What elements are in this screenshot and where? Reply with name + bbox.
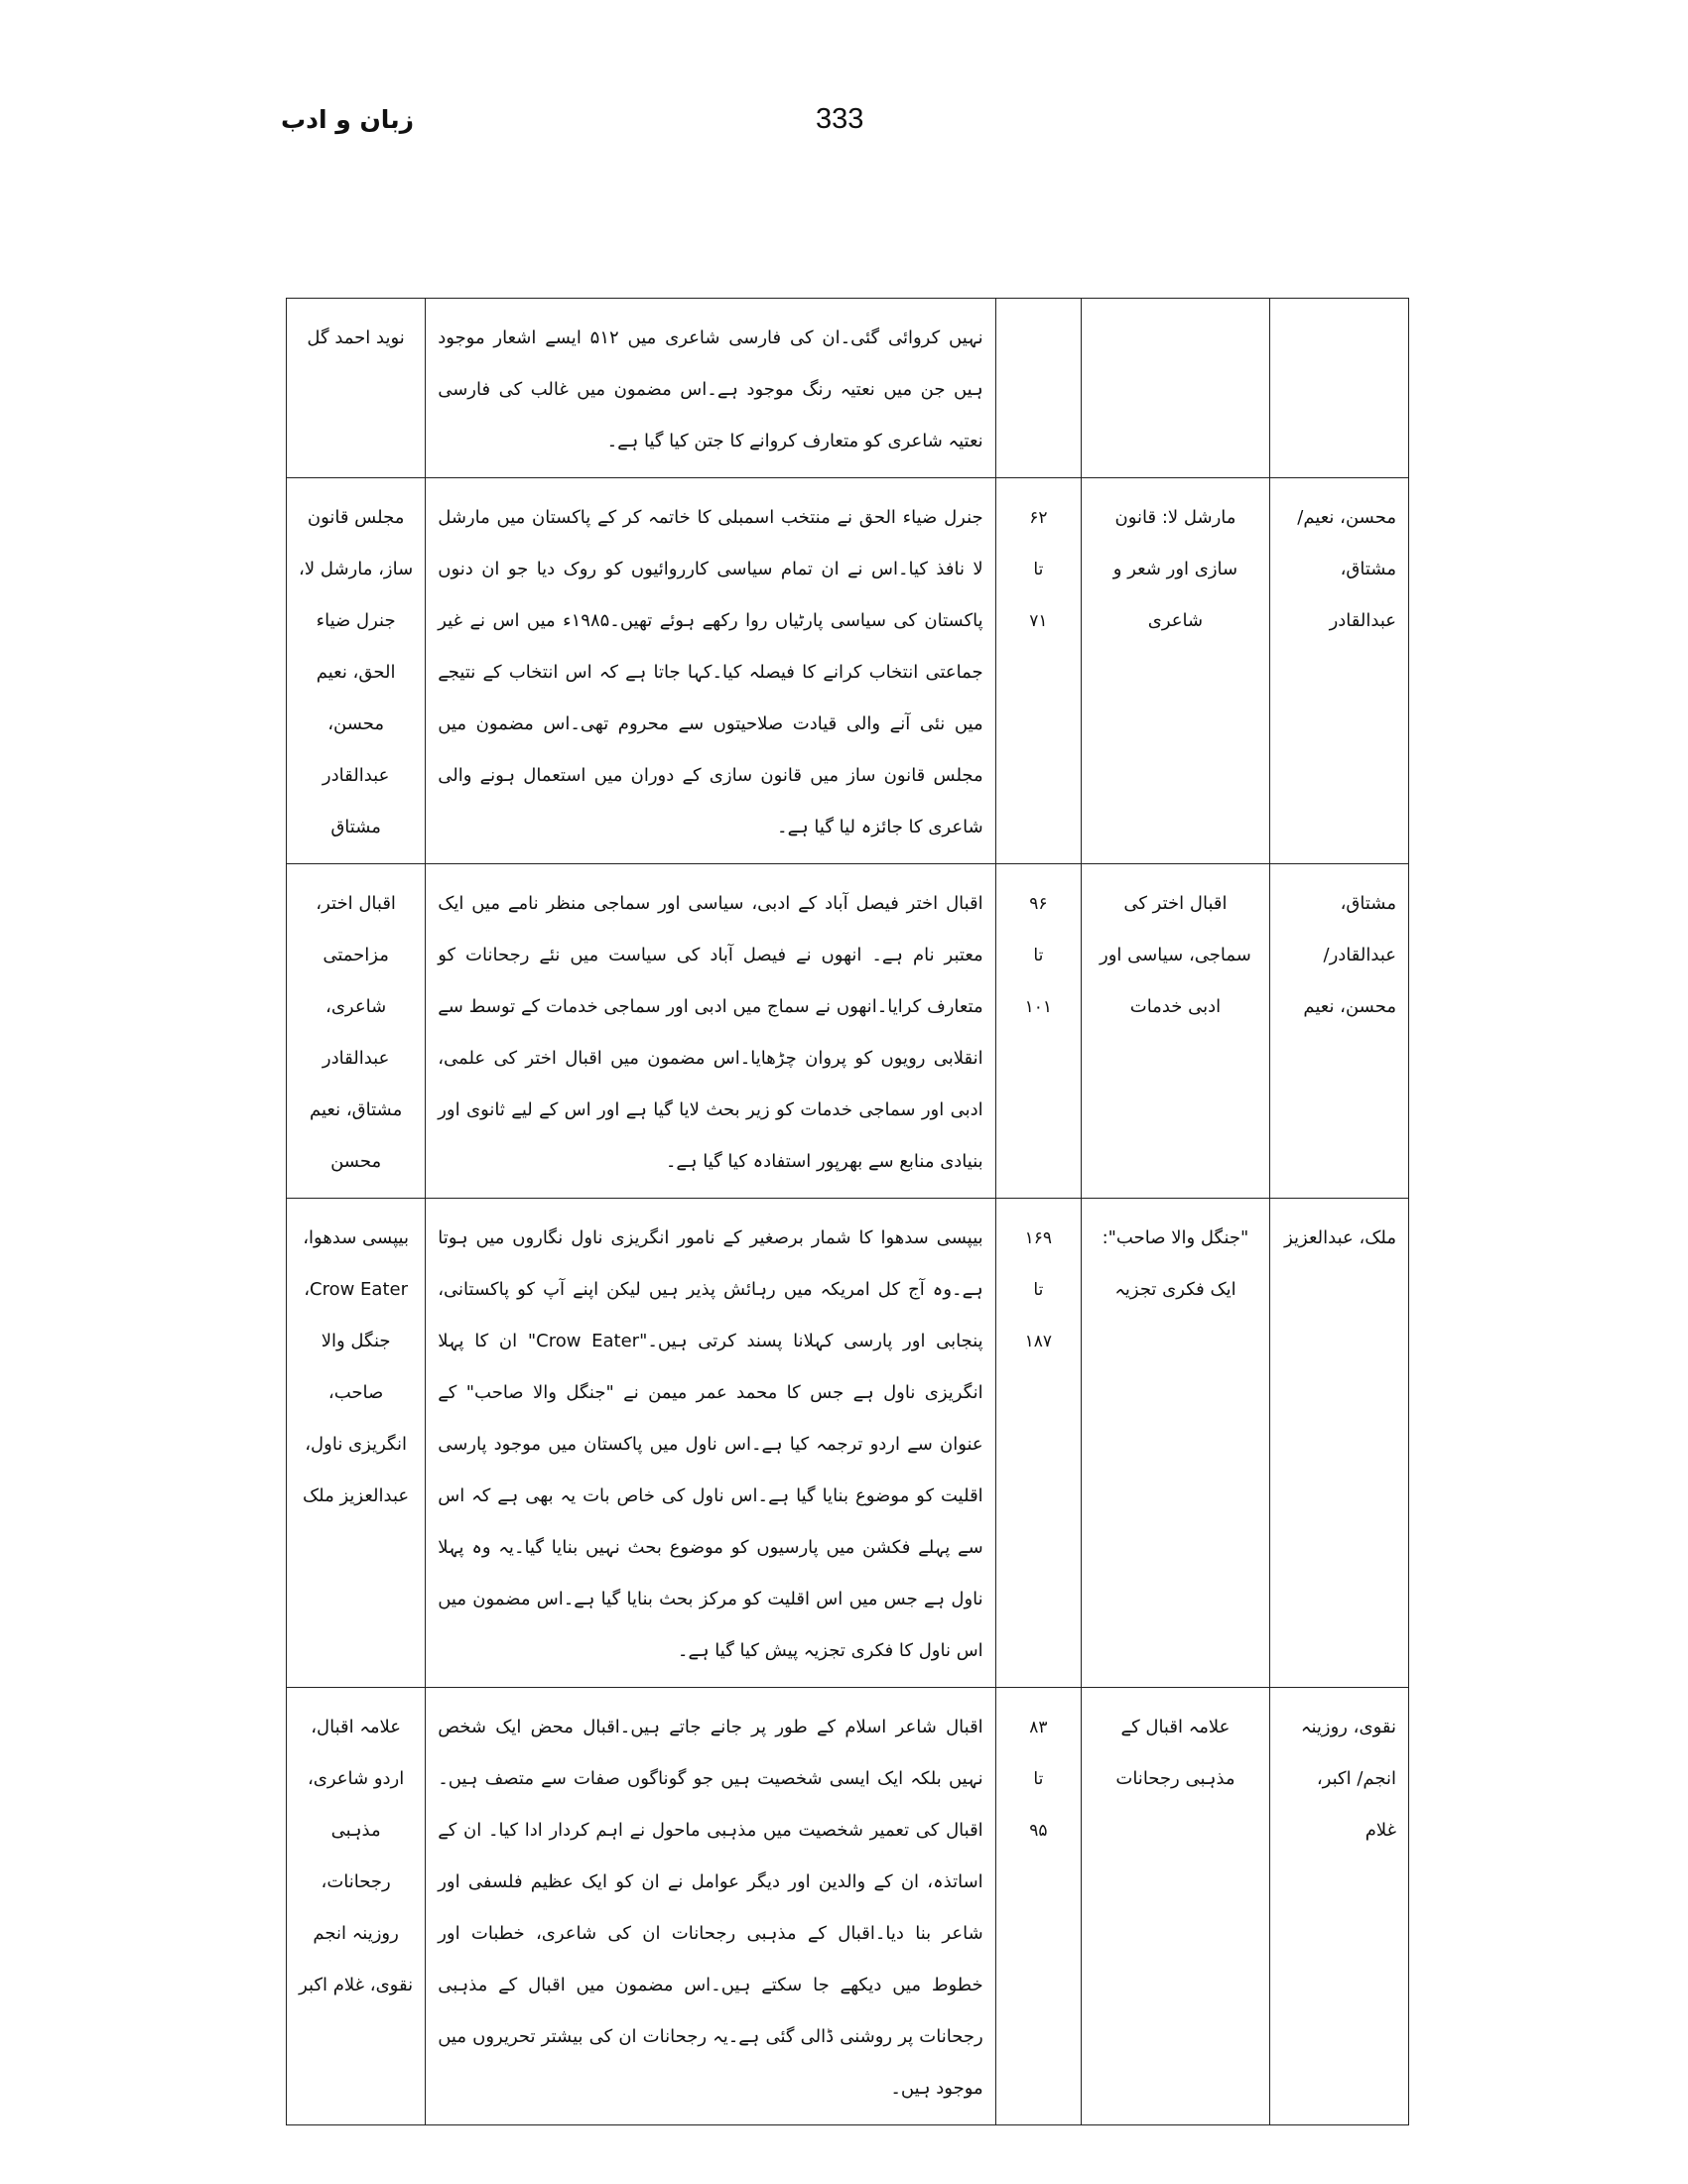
keywords-cell: علامہ اقبال، اردو شاعری، مذہبی رجحانات، روزینہ انجم نقوی، غلام اکبر <box>287 1688 426 2125</box>
pages-end: ۹۵ <box>1029 1821 1048 1841</box>
keywords-cell: بیپسی سدھوا، Crow Eater، جنگل والا صاحب، انگریزی ناول، عبدالعزیز ملک <box>287 1199 426 1688</box>
table-row <box>287 864 1409 1199</box>
pages-cell <box>995 1199 1081 1688</box>
pages-separator: تا <box>1033 946 1044 965</box>
keywords-cell: مجلس قانون ساز، مارشل لا، جنرل ضیاء الحق، نعیم محسن، عبدالقادر مشتاق <box>287 478 426 864</box>
keywords-cell: اقبال اختر، مزاحمتی شاعری، عبدالقادر مشتاق، نعیم محسن <box>287 864 426 1199</box>
authors-cell <box>1269 299 1408 478</box>
pages-cell <box>995 478 1081 864</box>
title-cell: علامہ اقبال کے مذہبی رجحانات <box>1082 1688 1270 2125</box>
summary-cell: جنرل ضیاء الحق نے منتخب اسمبلی کا خاتمہ کر کے پاکستان میں مارشل لا نافذ کیا۔اس نے ان تمام سیاسی کارروائیوں کو روک دیا جو ان دنوں پاکستان کی سیاسی پارٹیاں روا رکھے ہوئے تھیں۔۱۹۸۵ء میں اس نے غیر جماعتی انتخاب کرانے کا فیصلہ کیا۔کہا جاتا ہے کہ اس انتخاب کے نتیجے میں نئی آنے والی قیادت صلاحیتوں سے محروم تھی۔اس مضمون میں مجلس قانون ساز میں قانون سازی کے دوران میں استعمال ہونے والی شاعری کا جائزہ لیا گیا ہے۔ <box>426 478 995 864</box>
summary-cell: بیپسی سدھوا کا شمار برصغیر کے نامور انگریزی ناول نگاروں میں ہوتا ہے۔وہ آج کل امریکہ میں رہائش پذیر ہیں لیکن اپنے آپ کو پاکستانی، پنجابی اور پارسی کہلانا پسند کرتی ہیں۔"Crow Eater" ان کا پہلا انگریزی ناول ہے جس کا محمد عمر میمن نے "جنگل والا صاحب" کے عنوان سے اردو ترجمہ کیا ہے۔اس ناول میں پاکستان میں موجود پارسی اقلیت کو موضوع بنایا گیا ہے۔اس ناول کی خاص بات یہ بھی ہے کہ اس سے پہلے فکشن میں پارسیوں کو موضوع بحث نہیں بنایا گیا۔یہ وہ پہلا ناول ہے جس میں اس اقلیت کو مرکز بحث بنایا گیا ہے۔اس مضمون میں اس ناول کا فکری تجزیہ پیش کیا گیا ہے۔ <box>426 1199 995 1688</box>
pages-end: ۱۸۷ <box>1024 1332 1053 1351</box>
pages-cell <box>995 1688 1081 2125</box>
pages-separator: تا <box>1033 1280 1044 1300</box>
summary-cell: نہیں کروائی گئی۔ان کی فارسی شاعری میں ۵۱۲ ایسے اشعار موجود ہیں جن میں نعتیہ رنگ موجود ہے۔اس مضمون میں غالب کی فارسی نعتیہ شاعری کو متعارف کروانے کا جتن کیا گیا ہے۔ <box>426 299 995 478</box>
pages-separator: تا <box>1033 560 1044 579</box>
pages-separator: تا <box>1033 1769 1044 1789</box>
title-cell: مارشل لا: قانون سازی اور شعر و شاعری <box>1082 478 1270 864</box>
pages-start: ۶۲ <box>1029 508 1048 528</box>
pages-end: ۷۱ <box>1029 611 1048 631</box>
title-cell: "جنگل والا صاحب": ایک فکری تجزیہ <box>1082 1199 1270 1688</box>
abstracts-table <box>286 298 1409 2125</box>
pages-start: ۹۶ <box>1029 894 1048 914</box>
summary-cell: اقبال شاعر اسلام کے طور پر جانے جاتے ہیں۔اقبال محض ایک شخص نہیں بلکہ ایک ایسی شخصیت ہیں جو گوناگوں صفات سے متصف ہیں۔اقبال کی تعمیر شخصیت میں مذہبی ماحول نے اہم کردار ادا کیا۔ ان کے اساتذہ، ان کے والدین اور دیگر عوامل نے ان کو ایک عظیم فلسفی اور شاعر بنا دیا۔اقبال کے مذہبی رجحانات ان کی شاعری، خطبات اور خطوط میں دیکھے جا سکتے ہیں۔اس مضمون میں اقبال کے مذہبی رجحانات پر روشنی ڈالی گئی ہے۔یہ رجحانات ان کی بیشتر تحریروں میں موجود ہیں۔ <box>426 1688 995 2125</box>
pages-end: ۱۰۱ <box>1024 997 1053 1017</box>
summary-cell: اقبال اختر فیصل آباد کے ادبی، سیاسی اور سماجی منظر نامے میں ایک معتبر نام ہے۔ انھوں نے فیصل آباد کی سیاست میں نئے رجحانات کو متعارف کرایا۔انھوں نے سماج میں ادبی اور سماجی خدمات کے توسط سے انقلابی رویوں کو پروان چڑھایا۔اس مضمون میں اقبال اختر کی علمی، ادبی اور سماجی خدمات کو زیر بحث لایا گیا ہے اور اس کے لیے ثانوی اور بنیادی منابع سے بھرپور استفادہ کیا گیا ہے۔ <box>426 864 995 1199</box>
pages-cell <box>995 864 1081 1199</box>
page-number: 333 <box>816 103 864 135</box>
keywords-cell: نوید احمد گل <box>287 299 426 478</box>
abstracts-table-body <box>287 299 1409 2125</box>
pages-start: ۸۳ <box>1029 1718 1048 1737</box>
pages-start: ۱۶۹ <box>1024 1228 1053 1248</box>
table-row <box>287 1688 1409 2125</box>
table-row <box>287 299 1409 478</box>
authors-cell: محسن، نعیم/ مشتاق، عبدالقادر <box>1269 478 1408 864</box>
authors-cell: ملک، عبدالعزیز <box>1269 1199 1408 1688</box>
pages-cell <box>995 299 1081 478</box>
title-cell: اقبال اختر کی سماجی، سیاسی اور ادبی خدمات <box>1082 864 1270 1199</box>
journal-name: زبان و ادب <box>281 105 414 134</box>
authors-cell: نقوی، روزینہ انجم/ اکبر، غلام <box>1269 1688 1408 2125</box>
table-row <box>287 478 1409 864</box>
table-row <box>287 1199 1409 1688</box>
authors-cell: مشتاق، عبدالقادر/ محسن، نعیم <box>1269 864 1408 1199</box>
title-cell <box>1082 299 1270 478</box>
